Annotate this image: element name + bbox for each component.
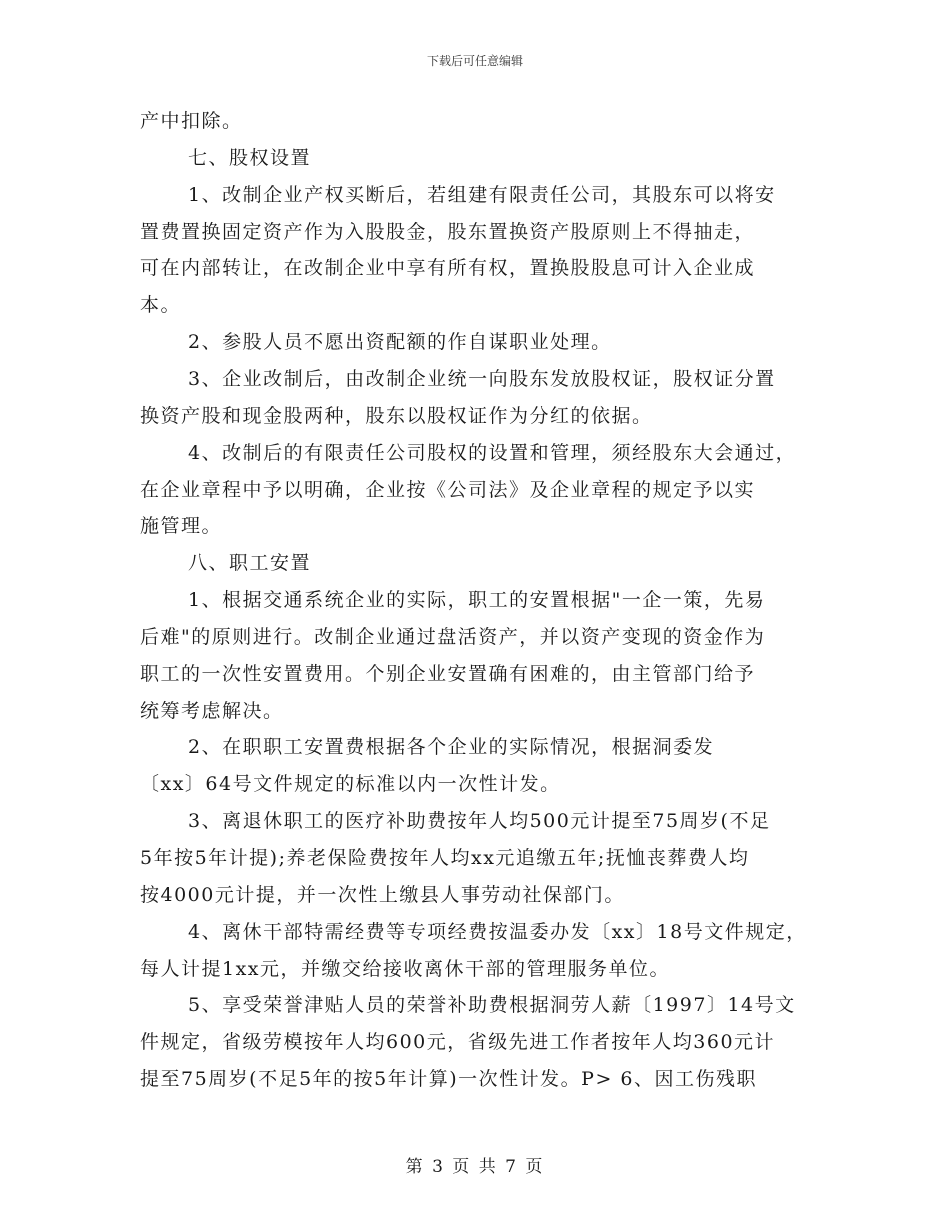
text-line: 八、职工安置 — [188, 552, 312, 575]
text-line: 每人计提1xx元，并缴交给接收离休干部的管理服务单位。 — [140, 957, 671, 980]
text-line: 职工的一次性安置费用。个别企业安置确有困难的，由主管部门给予 — [140, 662, 756, 685]
text-line: 置费置换固定资产作为入股股金，股东置换资产股原则上不得抽走， — [140, 220, 756, 243]
text-line: 4、改制后的有限责任公司股权的设置和管理，须经股东大会通过， — [188, 441, 797, 464]
text-line: 1、改制企业产权买断后，若组建有限责任公司，其股东可以将安 — [188, 183, 776, 206]
text-line: 产中扣除。 — [140, 110, 243, 132]
page-header: 下载后可任意编辑 — [426, 54, 523, 68]
text-line: 施管理。 — [140, 515, 223, 538]
text-line: 5、享受荣誉津贴人员的荣誉补助费根据洞劳人薪〔1997〕14号文 — [188, 994, 796, 1017]
text-line: 提至75周岁(不足5年的按5年计算)一次性计发。P> 6、因工伤残职 — [140, 1068, 758, 1091]
text-line: 5年按5年计提);养老保险费按年人均xx元追缴五年;抚恤丧葬费人均 — [140, 847, 750, 869]
text-line: 1、根据交通系统企业的实际，职工的安置根据"一企一策，先易 — [188, 589, 766, 612]
text-line: 在企业章程中予以明确，企业按《公司法》及企业章程的规定予以实 — [140, 478, 756, 501]
text-line: 件规定，省级劳模按年人均600元，省级先进工作者按年人均360元计 — [140, 1031, 776, 1054]
text-line: 2、在职职工安置费根据各个企业的实际情况，根据洞委发 — [188, 736, 715, 759]
text-line: 后难"的原则进行。改制企业通过盘活资产，并以资产变现的资金作为 — [140, 625, 766, 648]
text-line: 4、离休干部特需经费等专项经费按温委办发〔xx〕18号文件规定， — [188, 920, 807, 943]
text-line: 3、离退休职工的医疗补助费按年人均500元计提至75周岁(不足 — [188, 810, 771, 833]
text-line: 按4000元计提，并一次性上缴县人事劳动社保部门。 — [140, 883, 625, 906]
text-line: 〔xx〕64号文件规定的标准以内一次性计发。 — [140, 773, 561, 796]
text-line: 统筹考虑解决。 — [140, 699, 284, 722]
text-line: 2、参股人员不愿出资配额的作自谋职业处理。 — [188, 331, 612, 354]
text-line: 换资产股和现金股两种，股东以股权证作为分红的依据。 — [140, 404, 653, 427]
page-footer: 第 3 页 共 7 页 — [405, 1157, 545, 1177]
text-line: 3、企业改制后，由改制企业统一向股东发放股权证，股权证分置 — [188, 367, 776, 390]
text-line: 本。 — [140, 294, 182, 317]
text-line: 七、股权设置 — [188, 146, 312, 169]
text-line: 可在内部转让，在改制企业中享有所有权，置换股股息可计入企业成 — [140, 257, 756, 280]
